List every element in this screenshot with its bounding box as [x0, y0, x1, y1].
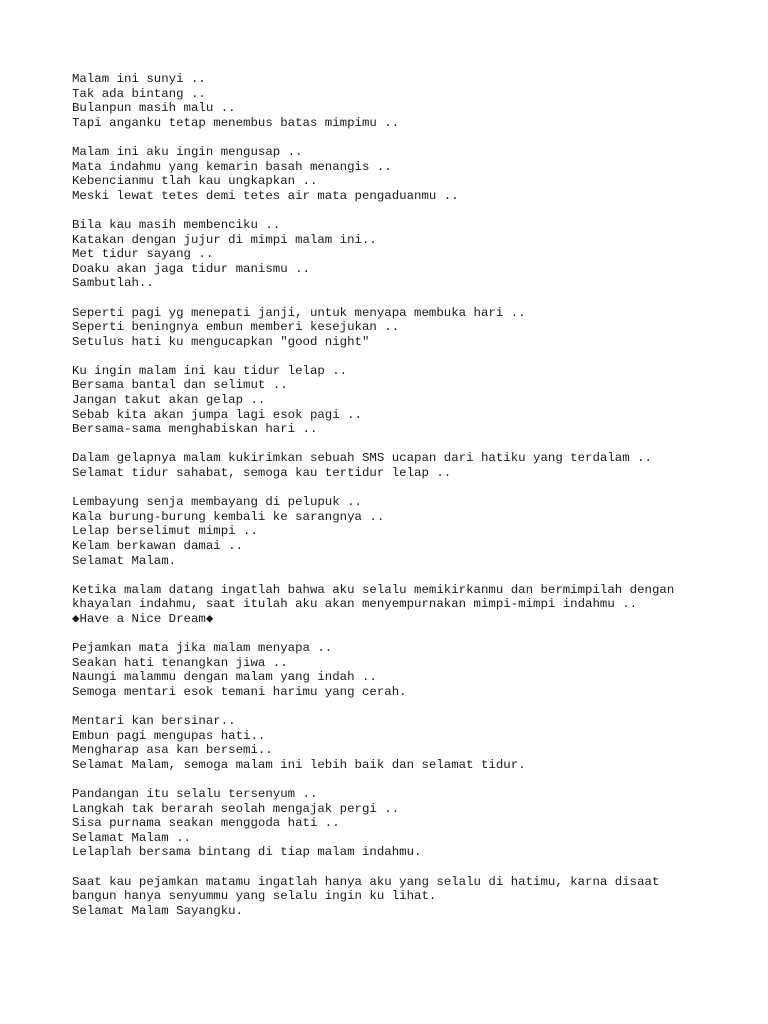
- text-line: Bersama-sama menghabiskan hari ..: [72, 422, 318, 437]
- text-line: Sisa purnama seakan menggoda hati ..: [72, 816, 340, 831]
- stanza: [72, 451, 712, 480]
- text-line: Setulus hati ku mengucapkan "good night": [72, 334, 370, 349]
- text-line: Seperti beningnya embun memberi kesejukan ..: [72, 320, 400, 335]
- text-line: Seakan hati tenangkan jiwa ..: [72, 655, 288, 670]
- text-line: Lelaplah bersama bintang di tiap malam indahmu.: [72, 845, 422, 860]
- text-line: Ketika malam datang ingatlah bahwa aku selalu memikirkanmu dan bermimpilah dengan: [72, 582, 675, 597]
- text-line: Katakan dengan jujur di mimpi malam ini..: [72, 232, 377, 247]
- text-line: Selamat Malam ..: [72, 830, 191, 845]
- stanza: [72, 787, 712, 860]
- stanza: [72, 583, 712, 627]
- text-line: Tak ada bintang ..: [72, 86, 206, 101]
- text-line: Sambutlah..: [72, 276, 154, 291]
- text-line: Kala burung-burung kembali ke sarangnya ..: [72, 509, 385, 524]
- text-line: Malam ini sunyi ..: [72, 72, 206, 86]
- text-line: Bila kau masih membenciku ..: [72, 217, 281, 232]
- text-line: Jangan takut akan gelap ..: [72, 393, 266, 408]
- stanza: [72, 306, 712, 350]
- text-line: Met tidur sayang ..: [72, 247, 214, 262]
- text-line: Kelam berkawan damai ..: [72, 539, 244, 553]
- text-line: Meski lewat tetes demi tetes air mata pengaduanmu ..: [72, 188, 459, 203]
- text-line: Lelap berselimut mimpi ..: [72, 524, 258, 539]
- stanza: [72, 495, 712, 568]
- text-line: Doaku akan jaga tidur manismu ..: [72, 261, 310, 276]
- text-line: Selamat Malam Sayangku.: [72, 903, 244, 918]
- text-line: bangun hanya senyummu yang selalu ingin ku lihat.: [72, 889, 437, 904]
- text-line: Selamat Malam, semoga malam ini lebih baik dan selamat tidur.: [72, 757, 526, 772]
- text-line: ◆Have a Nice Dream◆: [72, 611, 214, 626]
- text-line: Ku ingin malam ini kau tidur lelap ..: [72, 363, 348, 378]
- text-line: Lembayung senja membayang di pelupuk ..: [72, 495, 362, 510]
- text-line: Sebab kita akan jumpa lagi esok pagi ..: [72, 407, 362, 422]
- text-line: khayalan indahmu, saat itulah aku akan menyempurnakan mimpi-mimpi indahmu ..: [72, 597, 638, 612]
- text-line: Kebencianmu tlah kau ungkapkan ..: [72, 174, 318, 189]
- text-line: Langkah tak berarah seolah mengajak pergi ..: [72, 801, 400, 816]
- text-line: Saat kau pejamkan matamu ingatlah hanya aku yang selalu di hatimu, karna disaat: [72, 874, 660, 889]
- stanza: [72, 72, 712, 130]
- text-line: Malam ini aku ingin mengusap ..: [72, 144, 303, 159]
- text-line: Semoga mentari esok temani harimu yang cerah.: [72, 684, 407, 699]
- text-line: Pejamkan mata jika malam menyapa ..: [72, 641, 333, 656]
- text-line: Mengharap asa kan bersemi..: [72, 743, 273, 758]
- stanza: [72, 145, 712, 203]
- stanza: [72, 218, 712, 291]
- text-line: Tapi anganku tetap menembus batas mimpimu ..: [72, 115, 400, 130]
- text-line: Selamat Malam.: [72, 553, 177, 568]
- text-line: Embun pagi mengupas hati..: [72, 728, 266, 743]
- text-line: Selamat tidur sahabat, semoga kau tertidur lelap ..: [72, 466, 452, 481]
- stanza: [72, 641, 712, 699]
- text-line: Mentari kan bersinar..: [72, 714, 236, 729]
- text-line: Pandangan itu selalu tersenyum ..: [72, 787, 318, 802]
- document-page: [72, 72, 712, 933]
- stanza: [72, 714, 712, 772]
- text-line: Naungi malammu dengan malam yang indah ..: [72, 670, 377, 685]
- stanza: [72, 364, 712, 437]
- text-line: Dalam gelapnya malam kukirimkan sebuah SMS ucapan dari hatiku yang terdalam ..: [72, 451, 652, 466]
- text-line: Mata indahmu yang kemarin basah menangis ..: [72, 159, 392, 174]
- text-line: Bersama bantal dan selimut ..: [72, 378, 288, 393]
- stanza: [72, 875, 712, 919]
- text-line: Bulanpun masih malu ..: [72, 101, 236, 116]
- text-line: Seperti pagi yg menepati janji, untuk menyapa membuka hari ..: [72, 305, 526, 320]
